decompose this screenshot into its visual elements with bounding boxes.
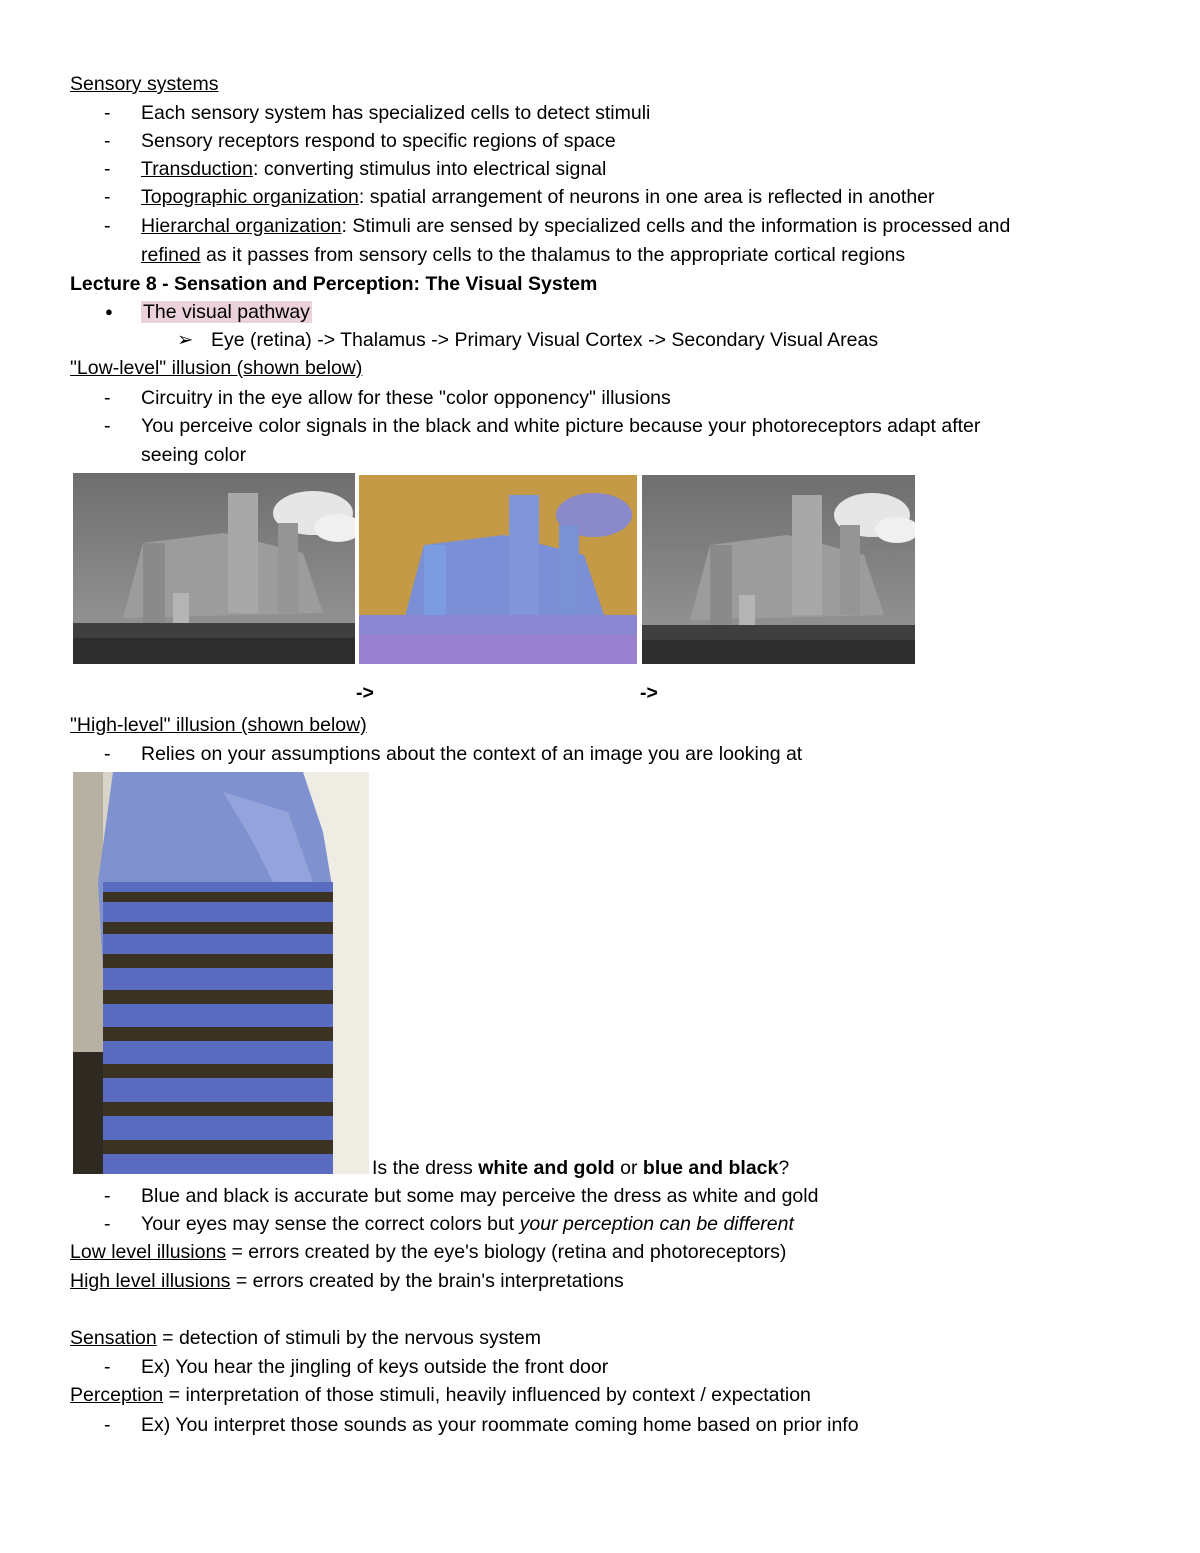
dash-bullet: - bbox=[104, 1414, 111, 1436]
dash-bullet: - bbox=[104, 215, 111, 237]
dress-question bbox=[372, 1156, 789, 1180]
list-item: Ex) You hear the jingling of keys outside the front door bbox=[141, 1356, 609, 1378]
definition-text: = errors created by the brain's interpretations bbox=[230, 1270, 624, 1292]
section-heading-high-level-illusion: "High-level" illusion (shown below) bbox=[70, 714, 367, 736]
bullet-text: : spatial arrangement of neurons in one area is reflected in another bbox=[358, 186, 935, 208]
castle-grayscale-image bbox=[73, 473, 355, 664]
bullet-text: Your eyes may sense the correct colors but bbox=[141, 1213, 520, 1235]
list-item bbox=[141, 300, 312, 324]
castle-grayscale-image bbox=[642, 475, 915, 664]
dash-bullet: - bbox=[104, 387, 111, 409]
question-bold-option: blue and black bbox=[642, 1157, 779, 1179]
dash-bullet: - bbox=[104, 158, 111, 180]
dash-bullet: - bbox=[104, 1356, 111, 1378]
bullet-text: as it passes from sensory cells to the thalamus to the appropriate cortical regions bbox=[200, 244, 906, 266]
list-item: Circuitry in the eye allow for these "color opponency" illusions bbox=[141, 387, 671, 409]
list-item: You perceive color signals in the black and white picture because your photoreceptors adapt after bbox=[141, 415, 981, 437]
term-high-level-illusions: High level illusions bbox=[70, 1270, 231, 1292]
dress-image bbox=[73, 772, 369, 1174]
list-item bbox=[141, 1212, 794, 1236]
pathway-text: Eye (retina) -> Thalamus -> Primary Visual Cortex -> Secondary Visual Areas bbox=[211, 329, 879, 351]
bullet-text: Sensory receptors respond to specific regions of space bbox=[141, 130, 616, 152]
definition-text: = interpretation of those stimuli, heavily influenced by context / expectation bbox=[163, 1384, 811, 1406]
bullet-text: : Stimuli are sensed by specialized cells and the information is processed and bbox=[341, 215, 1011, 237]
section-heading-sensory-systems: Sensory systems bbox=[70, 73, 219, 95]
list-item bbox=[141, 129, 616, 153]
list-item: Blue and black is accurate but some may perceive the dress as white and gold bbox=[141, 1185, 819, 1207]
lecture-title: Lecture 8 - Sensation and Perception: The Visual System bbox=[70, 273, 598, 295]
arrow-label: -> bbox=[640, 682, 658, 704]
list-item bbox=[141, 101, 650, 125]
term-low-level-illusions: Low level illusions bbox=[70, 1241, 227, 1263]
arrow-bullet-icon: ➢ bbox=[177, 329, 194, 351]
question-bold-option: white and gold bbox=[478, 1157, 615, 1179]
list-item: Relies on your assumptions about the context of an image you are looking at bbox=[141, 743, 803, 765]
definition-text: = errors created by the eye's biology (retina and photoreceptors) bbox=[226, 1241, 787, 1263]
term-topographic-organization: Topographic organization bbox=[141, 186, 359, 208]
term-sensation: Sensation bbox=[70, 1327, 157, 1349]
term-transduction: Transduction bbox=[141, 158, 254, 180]
dash-bullet: - bbox=[104, 1213, 111, 1235]
definition-sensation bbox=[70, 1326, 541, 1350]
dash-bullet: - bbox=[104, 415, 111, 437]
definition-high-level bbox=[70, 1269, 624, 1293]
dash-bullet: - bbox=[104, 1185, 111, 1207]
term-hierarchal-organization: Hierarchal organization bbox=[141, 215, 342, 237]
bullet-text: : converting stimulus into electrical signal bbox=[253, 158, 607, 180]
dash-bullet: - bbox=[104, 102, 111, 124]
list-item bbox=[141, 185, 935, 209]
list-item bbox=[141, 214, 1010, 238]
list-item-continuation bbox=[141, 243, 905, 267]
highlighted-visual-pathway: The visual pathway bbox=[143, 301, 310, 323]
bullet-dot-icon: ● bbox=[105, 304, 113, 319]
definition-perception bbox=[70, 1383, 811, 1407]
term-refined: refined bbox=[141, 244, 201, 266]
dash-bullet: - bbox=[104, 186, 111, 208]
dash-bullet: - bbox=[104, 743, 111, 765]
definition-low-level bbox=[70, 1240, 786, 1264]
definition-text: = detection of stimuli by the nervous system bbox=[156, 1327, 541, 1349]
bullet-text: Each sensory system has specialized cells to detect stimuli bbox=[141, 102, 651, 124]
list-item-continuation: seeing color bbox=[141, 444, 247, 466]
list-item: Ex) You interpret those sounds as your roommate coming home based on prior info bbox=[141, 1414, 859, 1436]
list-item bbox=[141, 157, 606, 181]
term-perception: Perception bbox=[70, 1384, 164, 1406]
castle-color-opponent-image bbox=[359, 475, 637, 664]
question-text: Is the dress bbox=[372, 1157, 479, 1179]
italic-emphasis: your perception can be different bbox=[519, 1213, 794, 1235]
question-text: ? bbox=[778, 1157, 790, 1179]
section-heading-low-level-illusion: "Low-level" illusion (shown below) bbox=[70, 357, 363, 379]
dash-bullet: - bbox=[104, 130, 111, 152]
question-text: or bbox=[614, 1157, 643, 1179]
arrow-label: -> bbox=[356, 682, 374, 704]
